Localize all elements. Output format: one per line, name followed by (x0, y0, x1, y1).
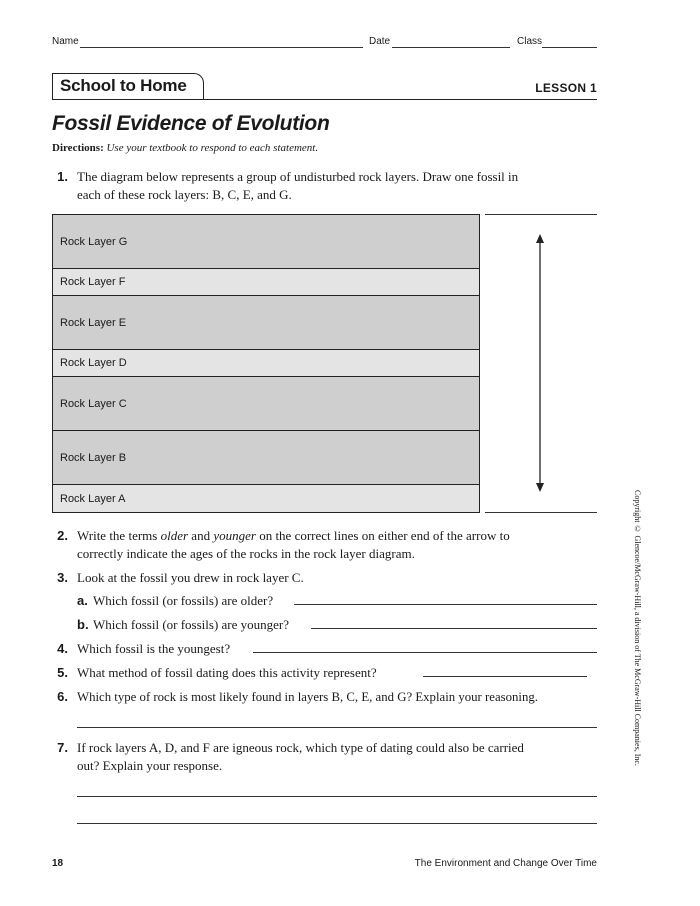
name-field[interactable] (80, 47, 363, 48)
rock-layer-f: Rock Layer F (53, 269, 479, 296)
q1-number: 1. (57, 169, 68, 184)
rock-layer-c[interactable]: Rock Layer C (53, 377, 479, 431)
book-title: The Environment and Change Over Time (414, 858, 597, 869)
q5-text: What method of fossil dating does this activity represent? (77, 665, 377, 680)
banner-rule (52, 99, 597, 100)
page-number: 18 (52, 858, 64, 869)
rock-layer-d: Rock Layer D (53, 350, 479, 377)
q7-line2: out? Explain your response. (77, 758, 223, 773)
q2-number: 2. (57, 528, 68, 543)
school-to-home-label: School to Home (60, 76, 187, 95)
q3b-answer-line[interactable] (311, 628, 597, 629)
q3b-text: Which fossil (or fossils) are younger? (93, 617, 290, 632)
q3-number: 3. (57, 570, 68, 585)
lesson-label: LESSON 1 (535, 81, 597, 95)
rock-layer-b[interactable]: Rock Layer B (53, 431, 479, 485)
q7-answer-line-1[interactable] (77, 796, 597, 797)
arrow-top-answer-line[interactable] (485, 214, 597, 215)
name-label: Name (52, 36, 79, 47)
rock-layer-e[interactable]: Rock Layer E (53, 296, 479, 350)
q6-answer-line[interactable] (77, 727, 597, 728)
class-label: Class (517, 36, 543, 47)
q2-line1 (77, 527, 510, 545)
q3b-label: b. (77, 617, 89, 632)
q6-number: 6. (57, 689, 68, 704)
q5-number: 5. (57, 665, 68, 680)
q3a-answer-line[interactable] (294, 604, 597, 605)
class-field[interactable] (542, 47, 597, 48)
q2-younger: younger (213, 528, 256, 543)
arrow-bottom-answer-line[interactable] (485, 512, 597, 513)
q4-number: 4. (57, 641, 68, 656)
copyright-notice: Copyright © Glencoe/McGraw-Hill, a division of The McGraw-Hill Companies, Inc. (633, 490, 642, 766)
rock-layer-a: Rock Layer A (53, 485, 479, 512)
directions-text: Use your textbook to respond to each statement. (106, 142, 319, 154)
q2-post: on the correct lines on either end of the arrow to (255, 528, 510, 543)
q2-line2: correctly indicate the ages of the rocks in the rock layer diagram. (77, 546, 415, 561)
directions-label: Directions: (52, 142, 104, 154)
q3a-label: a. (77, 593, 88, 608)
q2-mid: and (188, 528, 214, 543)
date-label: Date (369, 36, 391, 47)
q4-answer-line[interactable] (253, 652, 597, 653)
q1-line2: each of these rock layers: B, C, E, and G. (77, 187, 292, 202)
q2-older: older (160, 528, 189, 543)
q1-line1: The diagram below represents a group of undisturbed rock layers. Draw one fossil in (77, 169, 519, 184)
rock-layer-g[interactable]: Rock Layer G (53, 215, 479, 269)
page-title: Fossil Evidence of Evolution (52, 112, 330, 135)
q3a-text: Which fossil (or fossils) are older? (93, 593, 274, 608)
date-field[interactable] (392, 47, 510, 48)
rock-layer-diagram (52, 214, 480, 513)
q4-text: Which fossil is the youngest? (77, 641, 231, 656)
q2-pre: Write the terms (77, 528, 161, 543)
q3-text: Look at the fossil you drew in rock layer C. (77, 570, 304, 585)
q5-answer-line[interactable] (423, 676, 587, 677)
q6-text: Which type of rock is most likely found in layers B, C, E, and G? Explain your reasoning. (77, 690, 538, 704)
q7-answer-line-2[interactable] (77, 823, 597, 824)
q7-line1: If rock layers A, D, and F are igneous rock, which type of dating could also be carried (77, 740, 524, 755)
double-arrow-icon (532, 232, 548, 494)
directions (52, 142, 318, 154)
q7-number: 7. (57, 740, 68, 755)
